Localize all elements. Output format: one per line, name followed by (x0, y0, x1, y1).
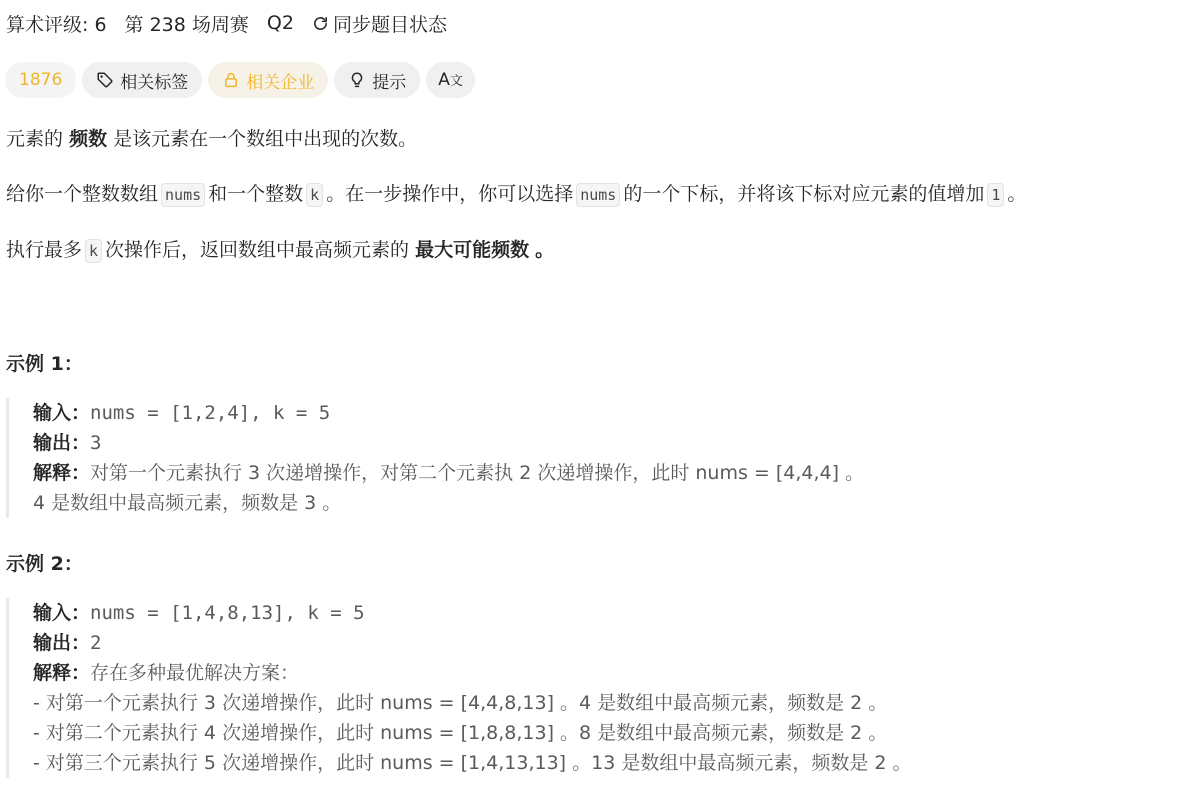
example-1-title: 示例 1： (6, 353, 83, 375)
example-explain-line: 存在多种最优解决方案： (90, 662, 300, 684)
difficulty-score: 1876 (19, 70, 63, 90)
contest-text[interactable]: 第 238 场周赛 (124, 13, 249, 36)
problem-meta-row (6, 8, 447, 38)
example-input: nums = [1,4,8,13], k = 5 (90, 602, 365, 624)
tag-row (5, 62, 475, 98)
refresh-icon (312, 15, 329, 32)
description-paragraph-2: 给你一个整数数组 nums 和一个整数 k 。在一步操作中，你可以选择 nums 的一个下标，并将该下标对应元素的值增加 1 。 (6, 183, 1027, 205)
related-tags-label: 相关标签 (120, 72, 189, 93)
example-explain-line: - 对第一个元素执行 3 次递增操作，此时 nums = [4,4,8,13] 。4 是数组中最高频元素，频数是 2 。 (33, 692, 888, 714)
example-1-block: 输入：nums = [1,2,4], k = 5 输出：3 解释：对第一个元素执行 3 次递增操作，对第二个元素执 2 次递增操作，此时 nums = [4,4,4] 。 4 是数组中最高频元素，频数是 3 。 (6, 398, 864, 518)
related-companies-label: 相关企业 (246, 72, 315, 93)
inline-code: nums (161, 183, 205, 207)
inline-code: k (306, 183, 323, 207)
example-output: 2 (90, 632, 102, 654)
bold-term: 最大可能频数 (415, 239, 530, 261)
example-2-block: 输入：nums = [1,4,8,13], k = 5 输出：2 解释：存在多种最优解决方案： - 对第一个元素执行 3 次递增操作，此时 nums = [4,4,8,13] 。4 是数组中最高频元素，频数是 2 。 - 对第二个元素执行 4 次递增操作，此时 nums = [1,8,8,13] 。8 是数组中最高频元素，频数是 2 。 - 对第三个元素执行 5 次递增操作，此时 nums = [1,4,13,13] 。13 是数组中最高频元素，频数是 2 。 (6, 598, 912, 778)
translate-button[interactable] (426, 62, 475, 98)
rating-text: 算术评级: 6 (6, 13, 107, 36)
inline-code: 1 (987, 183, 1004, 207)
question-index: Q2 (266, 12, 294, 34)
inline-code: k (85, 239, 102, 263)
bold-term: 频数 (69, 128, 108, 150)
hint-label: 提示 (372, 72, 407, 93)
example-input: nums = [1,2,4], k = 5 (90, 402, 331, 424)
hint-button[interactable] (334, 62, 420, 98)
related-tags-button[interactable] (82, 62, 202, 98)
sync-status-button[interactable] (312, 10, 447, 37)
example-explain-line: - 对第三个元素执行 5 次递增操作，此时 nums = [1,4,13,13] 。13 是数组中最高频元素，频数是 2 。 (33, 752, 912, 774)
lightbulb-icon (348, 71, 366, 89)
example-explain-line: 4 是数组中最高频元素，频数是 3 。 (33, 492, 342, 514)
difficulty-score-badge (5, 62, 76, 98)
description-paragraph-1: 元素的 频数 是该元素在一个数组中出现的次数。 (6, 128, 418, 150)
example-explain-line: - 对第二个元素执行 4 次递增操作，此时 nums = [1,8,8,13] 。8 是数组中最高频元素，频数是 2 。 (33, 722, 888, 744)
sync-label: 同步题目状态 (332, 13, 447, 36)
tag-icon (96, 71, 114, 89)
example-explain-line: 对第一个元素执行 3 次递增操作，对第二个元素执 2 次递增操作，此时 nums = [4,4,4] 。 (90, 462, 865, 484)
lock-icon (222, 71, 240, 89)
description-paragraph-3: 执行最多 k 次操作后，返回数组中最高频元素的 最大可能频数 。 (6, 239, 555, 261)
related-companies-button[interactable] (208, 62, 328, 98)
translate-icon: A文 (438, 70, 463, 90)
example-2-title: 示例 2： (6, 553, 83, 575)
example-output: 3 (90, 432, 102, 454)
inline-code: nums (576, 183, 620, 207)
